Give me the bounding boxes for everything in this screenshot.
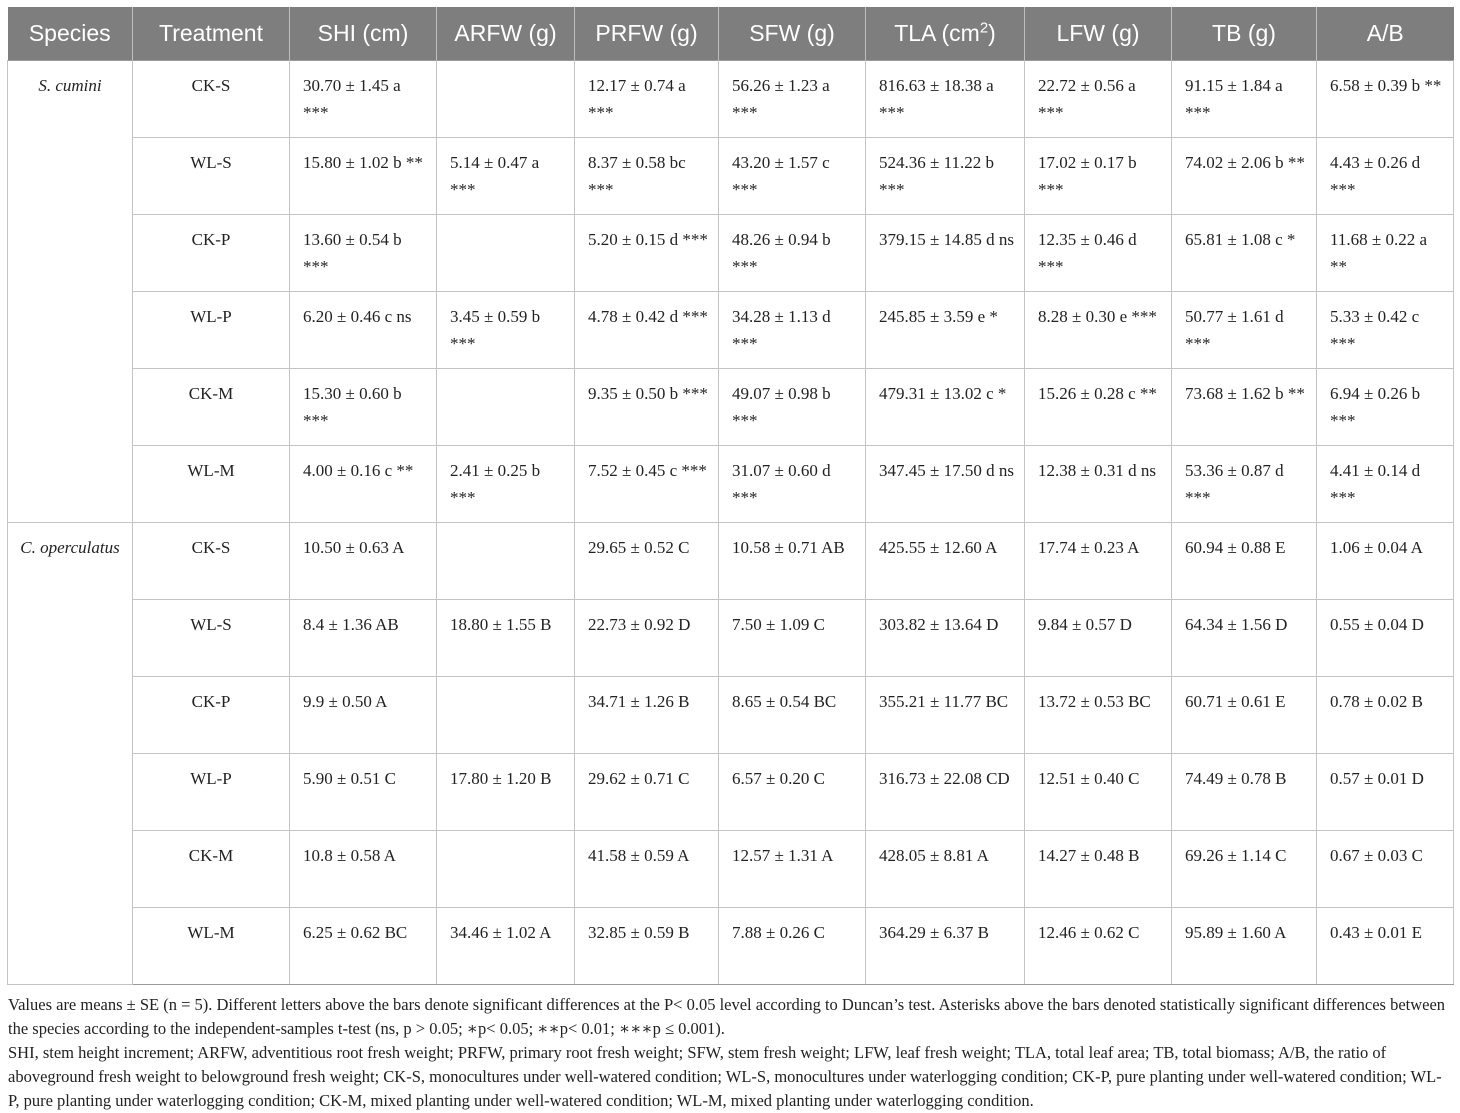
value-cell-tb: 74.49 ± 0.78 B — [1172, 754, 1317, 831]
value-cell-ab: 0.55 ± 0.04 D — [1317, 600, 1454, 677]
header-arfw: ARFW (g) — [437, 7, 575, 61]
treatment-cell: CK-M — [133, 369, 290, 446]
value-cell-tb: 60.94 ± 0.88 E — [1172, 523, 1317, 600]
value-cell-sfw: 48.26 ± 0.94 b *** — [719, 215, 866, 292]
value-cell-ab: 1.06 ± 0.04 A — [1317, 523, 1454, 600]
header-row — [8, 7, 1454, 61]
table-row — [8, 292, 1454, 369]
value-cell-lfw: 15.26 ± 0.28 c ** — [1025, 369, 1172, 446]
value-cell-sfw: 8.65 ± 0.54 BC — [719, 677, 866, 754]
treatment-cell: WL-S — [133, 600, 290, 677]
value-cell-sfw: 34.28 ± 1.13 d *** — [719, 292, 866, 369]
value-cell-tla: 816.63 ± 18.38 a *** — [866, 61, 1025, 138]
table-body — [8, 61, 1454, 985]
value-cell-lfw: 12.46 ± 0.62 C — [1025, 908, 1172, 985]
table-row — [8, 215, 1454, 292]
value-cell-tla: 479.31 ± 13.02 c * — [866, 369, 1025, 446]
value-cell-shi: 4.00 ± 0.16 c ** — [290, 446, 437, 523]
value-cell-prfw: 9.35 ± 0.50 b *** — [575, 369, 719, 446]
header-species: Species — [8, 7, 133, 61]
value-cell-sfw: 10.58 ± 0.71 AB — [719, 523, 866, 600]
value-cell-sfw: 6.57 ± 0.20 C — [719, 754, 866, 831]
value-cell-tb: 50.77 ± 1.61 d *** — [1172, 292, 1317, 369]
header-tla: TLA $(cm^2)$ — [866, 7, 1025, 61]
value-cell-arfw: 2.41 ± 0.25 b *** — [437, 446, 575, 523]
value-cell-ab: 11.68 ± 0.22 a ** — [1317, 215, 1454, 292]
value-cell-tla: 428.05 ± 8.81 A — [866, 831, 1025, 908]
value-cell-tb: 60.71 ± 0.61 E — [1172, 677, 1317, 754]
value-cell-tla: 364.29 ± 6.37 B — [866, 908, 1025, 985]
footnote-stats: Values are means ± SE (n = 5). Different letters above the bars denote significant differences at the P< 0.05 level according to Duncan’s test. Asterisks above the bars denoted statistically significant differences between the species according to the independent-samples t-test (ns, p > 0.05; ∗p< 0.05; ∗∗p< 0.01; ∗∗∗p ≤ 0.001). — [8, 995, 1446, 1038]
value-cell-arfw: 18.80 ± 1.55 B — [437, 600, 575, 677]
value-cell-tb: 73.68 ± 1.62 b ** — [1172, 369, 1317, 446]
value-cell-ab: 6.94 ± 0.26 b *** — [1317, 369, 1454, 446]
value-cell-lfw: 8.28 ± 0.30 e *** — [1025, 292, 1172, 369]
header-sfw: SFW (g) — [719, 7, 866, 61]
table-row — [8, 908, 1454, 985]
header-lfw: LFW (g) — [1025, 7, 1172, 61]
value-cell-lfw: 14.27 ± 0.48 B — [1025, 831, 1172, 908]
value-cell-ab: 4.43 ± 0.26 d *** — [1317, 138, 1454, 215]
value-cell-tla: 303.82 ± 13.64 D — [866, 600, 1025, 677]
treatment-cell: CK-P — [133, 677, 290, 754]
value-cell-prfw: 8.37 ± 0.58 bc *** — [575, 138, 719, 215]
value-cell-lfw: 13.72 ± 0.53 BC — [1025, 677, 1172, 754]
value-cell-ab: 6.58 ± 0.39 b ** — [1317, 61, 1454, 138]
value-cell-shi: 10.50 ± 0.63 A — [290, 523, 437, 600]
value-cell-sfw: 7.50 ± 1.09 C — [719, 600, 866, 677]
value-cell-ab: 0.57 ± 0.01 D — [1317, 754, 1454, 831]
value-cell-tla: 379.15 ± 14.85 d ns — [866, 215, 1025, 292]
value-cell-shi: 5.90 ± 0.51 C — [290, 754, 437, 831]
table-footnote — [7, 993, 1453, 1113]
value-cell-shi: 15.30 ± 0.60 b *** — [290, 369, 437, 446]
species-cell: C. operculatus — [8, 523, 133, 985]
value-cell-prfw: 4.78 ± 0.42 d *** — [575, 292, 719, 369]
value-cell-ab: 0.67 ± 0.03 C — [1317, 831, 1454, 908]
treatment-cell: WL-S — [133, 138, 290, 215]
treatment-cell: WL-P — [133, 754, 290, 831]
value-cell-shi: 6.25 ± 0.62 BC — [290, 908, 437, 985]
value-cell-lfw: 12.35 ± 0.46 d *** — [1025, 215, 1172, 292]
value-cell-tla: 245.85 ± 3.59 e * — [866, 292, 1025, 369]
table-row — [8, 600, 1454, 677]
value-cell-shi: 10.8 ± 0.58 A — [290, 831, 437, 908]
value-cell-lfw: 17.74 ± 0.23 A — [1025, 523, 1172, 600]
value-cell-shi: 13.60 ± 0.54 b *** — [290, 215, 437, 292]
value-cell-arfw: 5.14 ± 0.47 a *** — [437, 138, 575, 215]
value-cell-shi: 9.9 ± 0.50 A — [290, 677, 437, 754]
value-cell-arfw — [437, 677, 575, 754]
value-cell-ab: 5.33 ± 0.42 c *** — [1317, 292, 1454, 369]
value-cell-ab: 4.41 ± 0.14 d *** — [1317, 446, 1454, 523]
value-cell-tla: 425.55 ± 12.60 A — [866, 523, 1025, 600]
value-cell-prfw: 41.58 ± 0.59 A — [575, 831, 719, 908]
value-cell-arfw: 17.80 ± 1.20 B — [437, 754, 575, 831]
value-cell-lfw: 17.02 ± 0.17 b *** — [1025, 138, 1172, 215]
value-cell-arfw — [437, 61, 575, 138]
table-container — [7, 7, 1453, 1113]
header-tb: TB (g) — [1172, 7, 1317, 61]
value-cell-arfw — [437, 215, 575, 292]
value-cell-shi: 30.70 ± 1.45 a *** — [290, 61, 437, 138]
value-cell-ab: 0.43 ± 0.01 E — [1317, 908, 1454, 985]
value-cell-prfw: 22.73 ± 0.92 D — [575, 600, 719, 677]
treatment-cell: CK-M — [133, 831, 290, 908]
species-cell: S. cumini — [8, 61, 133, 523]
header-prfw: PRFW (g) — [575, 7, 719, 61]
value-cell-sfw: 7.88 ± 0.26 C — [719, 908, 866, 985]
value-cell-tla: 316.73 ± 22.08 CD — [866, 754, 1025, 831]
value-cell-shi: 15.80 ± 1.02 b ** — [290, 138, 437, 215]
data-table — [7, 7, 1454, 985]
value-cell-prfw: 12.17 ± 0.74 a *** — [575, 61, 719, 138]
value-cell-prfw: 34.71 ± 1.26 B — [575, 677, 719, 754]
value-cell-lfw: 22.72 ± 0.56 a *** — [1025, 61, 1172, 138]
value-cell-tb: 64.34 ± 1.56 D — [1172, 600, 1317, 677]
value-cell-sfw: 56.26 ± 1.23 a *** — [719, 61, 866, 138]
value-cell-lfw: 9.84 ± 0.57 D — [1025, 600, 1172, 677]
value-cell-tb: 65.81 ± 1.08 c * — [1172, 215, 1317, 292]
treatment-cell: CK-S — [133, 523, 290, 600]
table-row — [8, 677, 1454, 754]
footnote-abbreviations: SHI, stem height increment; ARFW, adventitious root fresh weight; PRFW, primary root fresh weight; SFW, stem fresh weight; LFW, leaf fresh weight; TLA, total leaf area; TB, total biomass; A/B, the ratio of aboveground fresh weight to belowground fresh weight; CK-S, monocultures under well-watered condition; WL-S, monocultures under waterlogging condition; CK-P, pure planting under well-watered condition; WL-P, pure planting under waterlogging condition; CK-M, mixed planting under well-watered condition; WL-M, mixed planting under waterlogging condition. — [8, 1043, 1442, 1110]
treatment-cell: WL-M — [133, 446, 290, 523]
value-cell-lfw: 12.38 ± 0.31 d ns — [1025, 446, 1172, 523]
table-row — [8, 369, 1454, 446]
value-cell-prfw: 7.52 ± 0.45 c *** — [575, 446, 719, 523]
table-row — [8, 831, 1454, 908]
value-cell-shi: 6.20 ± 0.46 c ns — [290, 292, 437, 369]
treatment-cell: WL-P — [133, 292, 290, 369]
header-treatment: Treatment — [133, 7, 290, 61]
value-cell-tb: 95.89 ± 1.60 A — [1172, 908, 1317, 985]
treatment-cell: CK-S — [133, 61, 290, 138]
value-cell-prfw: 29.62 ± 0.71 C — [575, 754, 719, 831]
value-cell-arfw: 34.46 ± 1.02 A — [437, 908, 575, 985]
treatment-cell: WL-M — [133, 908, 290, 985]
header-ab: A/B — [1317, 7, 1454, 61]
value-cell-tla: 355.21 ± 11.77 BC — [866, 677, 1025, 754]
value-cell-arfw — [437, 369, 575, 446]
value-cell-shi: 8.4 ± 1.36 AB — [290, 600, 437, 677]
value-cell-arfw — [437, 523, 575, 600]
value-cell-sfw: 43.20 ± 1.57 c *** — [719, 138, 866, 215]
treatment-cell: CK-P — [133, 215, 290, 292]
value-cell-sfw: 12.57 ± 1.31 A — [719, 831, 866, 908]
header-shi: SHI (cm) — [290, 7, 437, 61]
table-row — [8, 138, 1454, 215]
value-cell-tb: 69.26 ± 1.14 C — [1172, 831, 1317, 908]
value-cell-prfw: 5.20 ± 0.15 d *** — [575, 215, 719, 292]
value-cell-ab: 0.78 ± 0.02 B — [1317, 677, 1454, 754]
value-cell-sfw: 31.07 ± 0.60 d *** — [719, 446, 866, 523]
value-cell-prfw: 29.65 ± 0.52 C — [575, 523, 719, 600]
value-cell-arfw — [437, 831, 575, 908]
table-row — [8, 446, 1454, 523]
value-cell-tb: 53.36 ± 0.87 d *** — [1172, 446, 1317, 523]
value-cell-prfw: 32.85 ± 0.59 B — [575, 908, 719, 985]
value-cell-tb: 74.02 ± 2.06 b ** — [1172, 138, 1317, 215]
value-cell-sfw: 49.07 ± 0.98 b *** — [719, 369, 866, 446]
table-row — [8, 61, 1454, 138]
value-cell-tla: 347.45 ± 17.50 d ns — [866, 446, 1025, 523]
table-row — [8, 523, 1454, 600]
table-row — [8, 754, 1454, 831]
value-cell-tla: 524.36 ± 11.22 b *** — [866, 138, 1025, 215]
value-cell-lfw: 12.51 ± 0.40 C — [1025, 754, 1172, 831]
value-cell-tb: 91.15 ± 1.84 a *** — [1172, 61, 1317, 138]
value-cell-arfw: 3.45 ± 0.59 b *** — [437, 292, 575, 369]
